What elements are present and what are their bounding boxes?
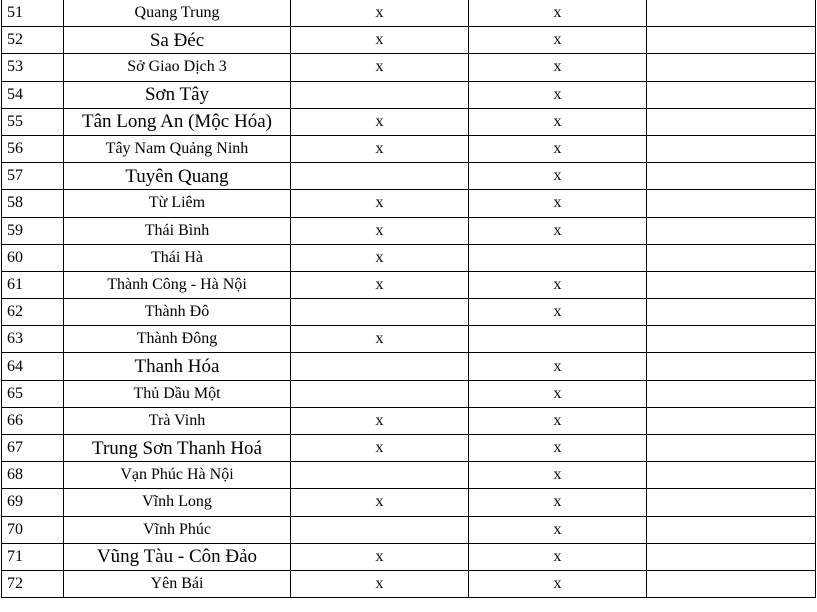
mark-cell-1: x xyxy=(291,217,469,244)
mark-cell-2: x xyxy=(469,217,647,244)
extra-cell xyxy=(647,489,816,516)
mark-cell-1 xyxy=(291,516,469,543)
table-row xyxy=(2,489,816,516)
branch-name-cell: Thái Bình xyxy=(64,217,291,244)
mark-cell-1: x xyxy=(291,271,469,298)
branch-name-cell: Tuyên Quang xyxy=(64,163,291,190)
row-number-cell: 68 xyxy=(2,462,64,489)
extra-cell xyxy=(647,380,816,407)
branch-name-cell: Vạn Phúc Hà Nội xyxy=(64,462,291,489)
row-number-cell: 51 xyxy=(2,0,64,27)
row-number-cell: 57 xyxy=(2,163,64,190)
row-number-cell: 52 xyxy=(2,27,64,54)
mark-cell-2: x xyxy=(469,0,647,27)
row-number-cell: 55 xyxy=(2,108,64,135)
branch-name-cell: Thành Công - Hà Nội xyxy=(64,271,291,298)
row-number-cell: 63 xyxy=(2,326,64,353)
extra-cell xyxy=(647,163,816,190)
branch-name-cell: Tây Nam Quảng Ninh xyxy=(64,135,291,162)
extra-cell xyxy=(647,326,816,353)
extra-cell xyxy=(647,462,816,489)
extra-cell xyxy=(647,299,816,326)
extra-cell xyxy=(647,81,816,108)
mark-cell-1: x xyxy=(291,190,469,217)
branch-name-cell: Sa Đéc xyxy=(64,27,291,54)
table-row xyxy=(2,516,816,543)
branch-name-cell: Quang Trung xyxy=(64,0,291,27)
branch-name-cell: Trung Sơn Thanh Hoá xyxy=(64,435,291,462)
extra-cell xyxy=(647,271,816,298)
row-number-cell: 61 xyxy=(2,271,64,298)
row-number-cell: 70 xyxy=(2,516,64,543)
mark-cell-2 xyxy=(469,326,647,353)
row-number-cell: 67 xyxy=(2,435,64,462)
extra-cell xyxy=(647,190,816,217)
row-number-cell: 56 xyxy=(2,135,64,162)
branch-name-cell: Sơn Tây xyxy=(64,81,291,108)
row-number-cell: 71 xyxy=(2,543,64,570)
mark-cell-1 xyxy=(291,81,469,108)
row-number-cell: 54 xyxy=(2,81,64,108)
branch-name-cell: Trà Vinh xyxy=(64,407,291,434)
mark-cell-2: x xyxy=(469,163,647,190)
mark-cell-2: x xyxy=(469,54,647,81)
mark-cell-2: x xyxy=(469,435,647,462)
extra-cell xyxy=(647,570,816,597)
row-number-cell: 65 xyxy=(2,380,64,407)
mark-cell-2 xyxy=(469,244,647,271)
extra-cell xyxy=(647,0,816,27)
extra-cell xyxy=(647,27,816,54)
mark-cell-2: x xyxy=(469,407,647,434)
mark-cell-2: x xyxy=(469,543,647,570)
table-row xyxy=(2,163,816,190)
mark-cell-2: x xyxy=(469,299,647,326)
mark-cell-2: x xyxy=(469,27,647,54)
table-row xyxy=(2,0,816,27)
table-row xyxy=(2,190,816,217)
row-number-cell: 59 xyxy=(2,217,64,244)
mark-cell-2: x xyxy=(469,380,647,407)
branch-name-cell: Sở Giao Dịch 3 xyxy=(64,54,291,81)
table-row xyxy=(2,353,816,380)
extra-cell xyxy=(647,435,816,462)
mark-cell-2: x xyxy=(469,516,647,543)
extra-cell xyxy=(647,353,816,380)
mark-cell-2: x xyxy=(469,135,647,162)
branch-table xyxy=(1,0,816,598)
mark-cell-1: x xyxy=(291,407,469,434)
table-row xyxy=(2,135,816,162)
mark-cell-1: x xyxy=(291,54,469,81)
mark-cell-2: x xyxy=(469,570,647,597)
table-row xyxy=(2,27,816,54)
table-row xyxy=(2,407,816,434)
row-number-cell: 53 xyxy=(2,54,64,81)
table-row xyxy=(2,299,816,326)
mark-cell-2: x xyxy=(469,81,647,108)
table-row xyxy=(2,380,816,407)
extra-cell xyxy=(647,54,816,81)
mark-cell-2: x xyxy=(469,271,647,298)
table-row xyxy=(2,435,816,462)
mark-cell-1: x xyxy=(291,543,469,570)
extra-cell xyxy=(647,407,816,434)
row-number-cell: 62 xyxy=(2,299,64,326)
mark-cell-1: x xyxy=(291,244,469,271)
extra-cell xyxy=(647,135,816,162)
mark-cell-1: x xyxy=(291,570,469,597)
mark-cell-2: x xyxy=(469,353,647,380)
row-number-cell: 66 xyxy=(2,407,64,434)
branch-table-body xyxy=(2,0,816,598)
table-row xyxy=(2,462,816,489)
branch-name-cell: Từ Liêm xyxy=(64,190,291,217)
mark-cell-2: x xyxy=(469,462,647,489)
mark-cell-1: x xyxy=(291,326,469,353)
row-number-cell: 60 xyxy=(2,244,64,271)
branch-name-cell: Vĩnh Phúc xyxy=(64,516,291,543)
table-row xyxy=(2,570,816,597)
row-number-cell: 72 xyxy=(2,570,64,597)
table-row xyxy=(2,108,816,135)
table-row xyxy=(2,271,816,298)
table-row xyxy=(2,81,816,108)
extra-cell xyxy=(647,543,816,570)
row-number-cell: 58 xyxy=(2,190,64,217)
mark-cell-1 xyxy=(291,163,469,190)
mark-cell-1: x xyxy=(291,0,469,27)
table-row xyxy=(2,543,816,570)
mark-cell-1: x xyxy=(291,489,469,516)
extra-cell xyxy=(647,108,816,135)
branch-name-cell: Thành Đô xyxy=(64,299,291,326)
mark-cell-1 xyxy=(291,380,469,407)
table-row xyxy=(2,217,816,244)
mark-cell-2: x xyxy=(469,190,647,217)
mark-cell-1 xyxy=(291,462,469,489)
table-row xyxy=(2,326,816,353)
mark-cell-1 xyxy=(291,353,469,380)
branch-name-cell: Vũng Tàu - Côn Đảo xyxy=(64,543,291,570)
branch-name-cell: Thành Đông xyxy=(64,326,291,353)
mark-cell-1 xyxy=(291,299,469,326)
branch-name-cell: Yên Bái xyxy=(64,570,291,597)
table-row xyxy=(2,244,816,271)
branch-name-cell: Tân Long An (Mộc Hóa) xyxy=(64,108,291,135)
table-row xyxy=(2,54,816,81)
branch-name-cell: Thái Hà xyxy=(64,244,291,271)
branch-name-cell: Vĩnh Long xyxy=(64,489,291,516)
extra-cell xyxy=(647,217,816,244)
row-number-cell: 69 xyxy=(2,489,64,516)
mark-cell-1: x xyxy=(291,27,469,54)
branch-name-cell: Thanh Hóa xyxy=(64,353,291,380)
mark-cell-2: x xyxy=(469,489,647,516)
mark-cell-1: x xyxy=(291,435,469,462)
row-number-cell: 64 xyxy=(2,353,64,380)
extra-cell xyxy=(647,516,816,543)
mark-cell-1: x xyxy=(291,135,469,162)
mark-cell-1: x xyxy=(291,108,469,135)
mark-cell-2: x xyxy=(469,108,647,135)
branch-name-cell: Thủ Dầu Một xyxy=(64,380,291,407)
extra-cell xyxy=(647,244,816,271)
